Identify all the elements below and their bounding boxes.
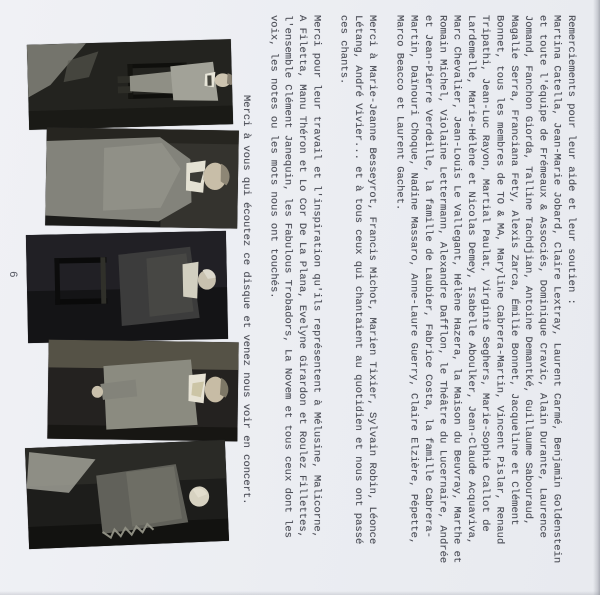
text-line: Martin, Daïnouri Choque, Nadine Massaro, Anne-Laure Guerry, Claire Elzière, Pépette, (407, 15, 420, 545)
stage-photo-4-image (47, 340, 238, 442)
text-line: Magalie Serra, Franciana Fety, Alexis Zarca, Émilie Bonnet, Jacqueline et Clément (507, 15, 520, 526)
text-line: ces chants. (337, 15, 350, 85)
text-line: l'ensemble Clément Janequin, les Fabulous Trobadors, La Novem et tous ceux dont les (281, 15, 294, 538)
paragraph-thanks-listeners (239, 15, 253, 585)
text-line: Remerciements pour leur aide et leur soutien : (565, 15, 577, 305)
stage-photo-3-image (26, 231, 228, 343)
text-line: Merci à vous qui écoutez ce disque et venez nous voir en concert. (240, 95, 253, 505)
paragraph-thanks-inspiration (266, 15, 323, 585)
page-edge-shadow (593, 0, 600, 595)
text-line: et Jean-Pierre Verdeille, la famille de Laubier, Fabrice Costa, la famille Cabrera- (422, 15, 435, 538)
text-line: Bonnet, tous les membres de TO & MA, Maryline Cabrera-Martin, Vincent Pislar, Renaud (493, 15, 506, 545)
stage-photo-2-image (45, 127, 239, 228)
stage-photo-3 (26, 231, 228, 343)
paragraph-thanks-singers (336, 15, 379, 585)
text-line: Merci à Marie-Jeanne Besseyrot, Francis Michot, Marien Tixier, Sylvain Robin, Léonce (366, 15, 379, 545)
paragraph-thanks-support (392, 15, 578, 585)
page-bottom-shadow (0, 591, 600, 595)
text-line: Lardemelle, Marie-Hélène et Nicolas Demey, Isabelle Aboulker, Jean-Claude Acquaviva, (464, 15, 477, 545)
stage-photo-1-image (27, 39, 233, 130)
text-line: Jomand, Fanchon Giorda, Talline Tachdjian, Antoine Demantké, Guillaume Sabouraud, (522, 15, 535, 526)
page-number: 6 (6, 271, 18, 278)
stage-photo-2 (45, 127, 239, 228)
stage-photo-4 (47, 340, 238, 442)
text-line: A Filetta, Manu Théron et Lo Cor De La Plana, Evelyne Girardon et Roulez Fillettes, (295, 15, 308, 538)
stage-photo-5 (25, 440, 229, 549)
text-line: Merci pour leur travail et l'inspiration qu'ils représentent à Mélusine, Malicorne, (310, 15, 323, 538)
text-line: et toute l'équipe de Frémeaux & Associés, Dominique Cravic, Alain Durante, Laurence (536, 15, 549, 538)
stage-photo-1 (27, 39, 233, 130)
text-line: Marco Beacco et Laurent Gachet. (393, 15, 406, 211)
text-line: Martina Catella, Jean-Marie Jobard, Claire Lextray, Laurent Carmé, Benjamin Goldenstein (550, 15, 563, 564)
text-line: Tripathi, Jean-Luc Rayon, Martial Paulat, Virginie Seghers, Marie-Sophie Callot de (479, 15, 492, 532)
text-line: Romain Michel, Violaine Lettermann, Alexandre Dafflon, le Théâtre du Lucernaire, Andrée (436, 15, 449, 564)
text-line: Marc Chevalier, Jean-Louis Le Vallegant, Hélène Hazera, la Maison du Beuvray, Marthe et (450, 15, 463, 564)
text-line: Létang, André Vivier... et à tous ceux qui chantaient au quotidien et nous ont passé (351, 15, 364, 545)
acknowledgements-text (239, 15, 578, 585)
stage-photo-5-image (25, 440, 229, 549)
text-line: voix, les notes ou les mots nous ont touchés. (267, 15, 280, 299)
